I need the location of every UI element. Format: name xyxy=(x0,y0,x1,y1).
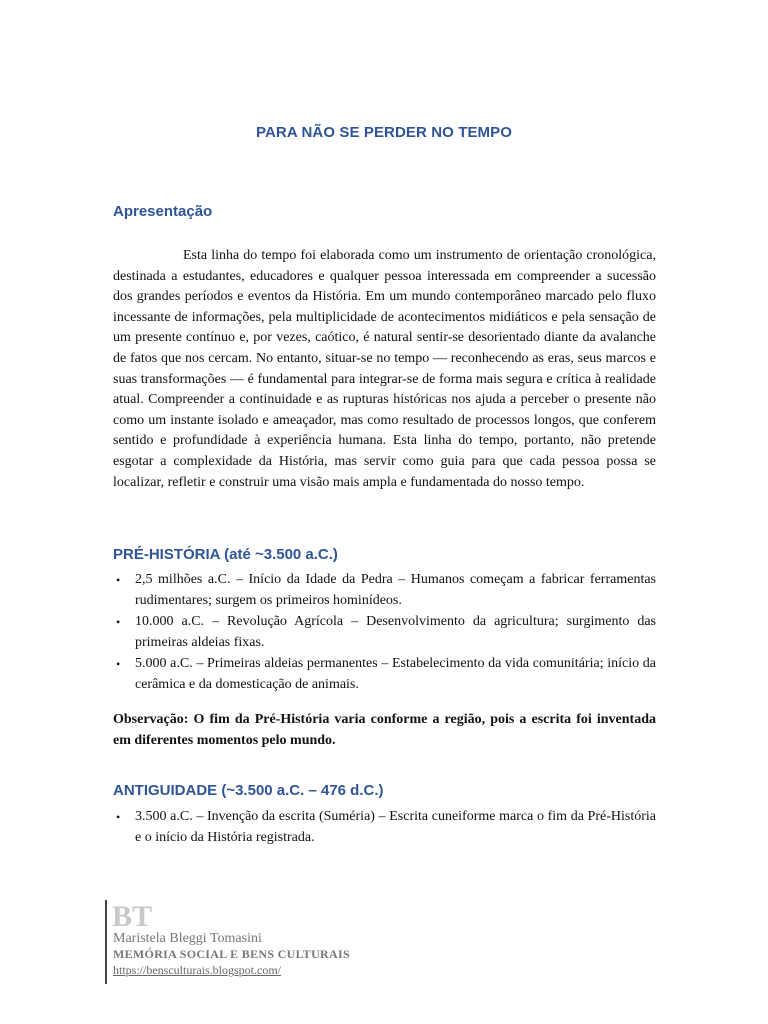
footer-author: Maristela Bleggi Tomasini xyxy=(113,931,262,946)
section-heading-apresentacao: Apresentação xyxy=(113,203,213,220)
bullet-icon: • xyxy=(116,573,121,587)
antiguidade-list xyxy=(113,807,656,849)
list-item xyxy=(113,612,656,653)
list-item xyxy=(113,570,656,611)
bullet-icon: • xyxy=(116,657,121,672)
bullet-icon: • xyxy=(116,810,121,824)
list-item-text: 10.000 a.C. – Revolução Agrícola – Desenvolvimento da agricultura; surgimento das primeiras aldeias fixas. xyxy=(135,614,656,650)
list-item xyxy=(113,807,656,848)
footer-link[interactable]: https://bensculturais.blogspot.com/ xyxy=(113,963,281,977)
section-heading-antiguidade: ANTIGUIDADE (~3.500 a.C. – 476 d.C.) xyxy=(113,782,384,799)
list-item-text: 5.000 a.C. – Primeiras aldeias permanentes – Estabelecimento da vida comunitária; início da cerâmica e da domesticação de animais. xyxy=(135,656,656,692)
list-item-text: 2,5 milhões a.C. – Início da Idade da Pedra – Humanos começam a fabricar ferramentas rudimentares; surgem os primeiros hominídeos. xyxy=(135,572,656,608)
bullet-icon: • xyxy=(116,615,121,630)
observation-text: O fim da Pré-História varia conforme a região, pois a escrita foi inventada em diferentes momentos pelo mundo. xyxy=(113,712,656,748)
page-title: PARA NÃO SE PERDER NO TEMPO xyxy=(255,124,513,141)
section-heading-pre-historia: PRÉ-HISTÓRIA (até ~3.500 a.C.) xyxy=(113,546,338,563)
observation-label: Observação: xyxy=(113,712,189,727)
logo-icon: BT xyxy=(112,900,153,933)
pre-historia-list xyxy=(113,570,656,697)
list-item-text: 3.500 a.C. – Invenção da escrita (Suméria) – Escrita cuneiforme marca o fim da Pré-História e o início da História registrada. xyxy=(135,809,656,845)
footer-divider xyxy=(105,900,107,984)
observation-note xyxy=(113,709,656,751)
intro-paragraph: Esta linha do tempo foi elaborada como um instrumento de orientação cronológica, destinada a estudantes, educadores e qualquer pessoa interessada em compreender a sucessão dos grandes períodos e eventos da História. Em um mundo contemporâneo marcado pelo fluxo incessante de informações, pela multiplicidade de acontecimentos midiáticos e pela sensação de um presente contínuo e, por vezes, caótico, é natural sentir-se desorientado diante da avalanche de fatos que nos cercam. No entanto, situar-se no tempo — reconhecendo as eras, seus marcos e suas transformações — é fundamental para integrar-se de forma mais segura e crítica à realidade atual. Compreender a continuidade e as rupturas históricas nos ajuda a perceber o presente não como um instante isolado e ameaçador, mas como resultado de processos longos, que conferem sentido e profundidade à experiência humana. Esta linha do tempo, portanto, não pretende esgotar a complexidade da História, mas servir como guia para que cada pessoa possa se localizar, refletir e construir uma visão mais ampla e fundamentada do nosso tempo. xyxy=(113,248,656,490)
footer-organization: MEMÓRIA SOCIAL E BENS CULTURAIS xyxy=(113,947,350,961)
list-item xyxy=(113,654,656,695)
